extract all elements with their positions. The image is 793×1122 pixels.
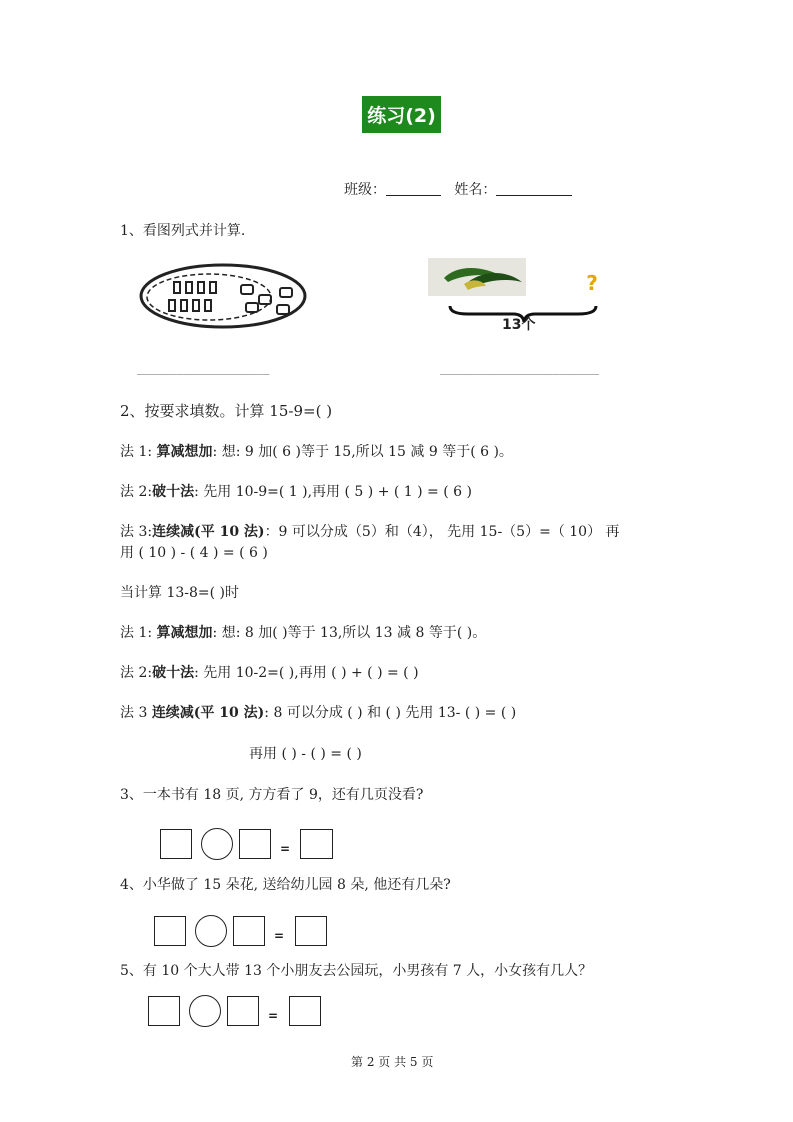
cups-picture: [137, 262, 319, 330]
question-3: 3、一本书有 18 页, 方方看了 9，还有几页没看?: [120, 787, 424, 803]
page-footer: 第 2 页 共 5 页: [351, 1055, 434, 1069]
answer-box[interactable]: [160, 829, 192, 859]
equals-sign: =: [280, 842, 291, 856]
name-label: 姓名：: [454, 182, 497, 198]
answer-box[interactable]: [154, 916, 186, 946]
answer-box[interactable]: [148, 996, 180, 1026]
class-label: 班级：: [344, 182, 386, 198]
answer-box[interactable]: [227, 996, 259, 1026]
operator-circle[interactable]: [201, 828, 233, 860]
answer-box[interactable]: [239, 829, 271, 859]
question-5: 5、有 10 个大人带 13 个小朋友去公园玩，小男孩有 7 人，小女孩有几人？: [120, 963, 593, 979]
operator-circle[interactable]: [189, 995, 221, 1027]
method-2-exercise: 法 2:破十法: 先用 10-2=( ),再用 ( ) + ( ) = ( ): [120, 665, 419, 681]
operator-circle[interactable]: [195, 915, 227, 947]
name-blank[interactable]: [496, 181, 572, 196]
method-2: 法 2:破十法: 先用 10-9=( 1 ),再用 ( 5 ) + ( 1 ) = ( 6 ): [120, 484, 472, 500]
answer-box[interactable]: [233, 916, 265, 946]
class-blank[interactable]: [386, 181, 441, 196]
result-box[interactable]: [295, 916, 327, 946]
chili-count-label: 13个: [502, 317, 536, 333]
question-4: 4、小华做了 15 朵花, 送给幼儿园 8 朵, 他还有几朵?: [120, 877, 451, 893]
equals-sign: =: [268, 1009, 279, 1023]
result-box[interactable]: [300, 829, 333, 859]
page-title: 练习(2): [362, 96, 441, 133]
when-compute: 当计算 13-8=( )时: [120, 585, 240, 601]
method-1-exercise: 法 1: 算减想加: 想: 8 加( )等于 13,所以 13 减 8 等于( )。: [120, 625, 487, 641]
result-box[interactable]: [289, 996, 321, 1026]
answer-line-2[interactable]: ________________________: [440, 362, 599, 375]
method-3-exercise: 法 3 连续减(平 10 法): 8 可以分成 ( ) 和 ( ) 先用 13- ( ) = ( ): [120, 705, 517, 721]
method-1: 法 1: 算减想加: 想: 9 加( 6 )等于 15,所以 15 减 9 等于( 6 )。: [120, 444, 513, 460]
question-1: 1、看图列式并计算.: [120, 223, 246, 239]
student-info: [344, 181, 572, 199]
question-2: 2、按要求填数。计算 15-9=( ): [120, 402, 333, 420]
equals-sign: =: [274, 929, 285, 943]
method-3: 法 3:连续减(平 10 法)：9 可以分成（5）和（4）， 先用 15-（5）=（ 10） 再: [120, 524, 620, 540]
question-mark-icon: ?: [586, 271, 598, 295]
method-3-line2: 用 ( 10 ) - ( 4 ) = ( 6 ): [120, 545, 268, 561]
method-3-exercise-line2: 再用 ( ) - ( ) = ( ): [249, 746, 362, 762]
answer-line-1[interactable]: ____________________: [137, 362, 270, 375]
